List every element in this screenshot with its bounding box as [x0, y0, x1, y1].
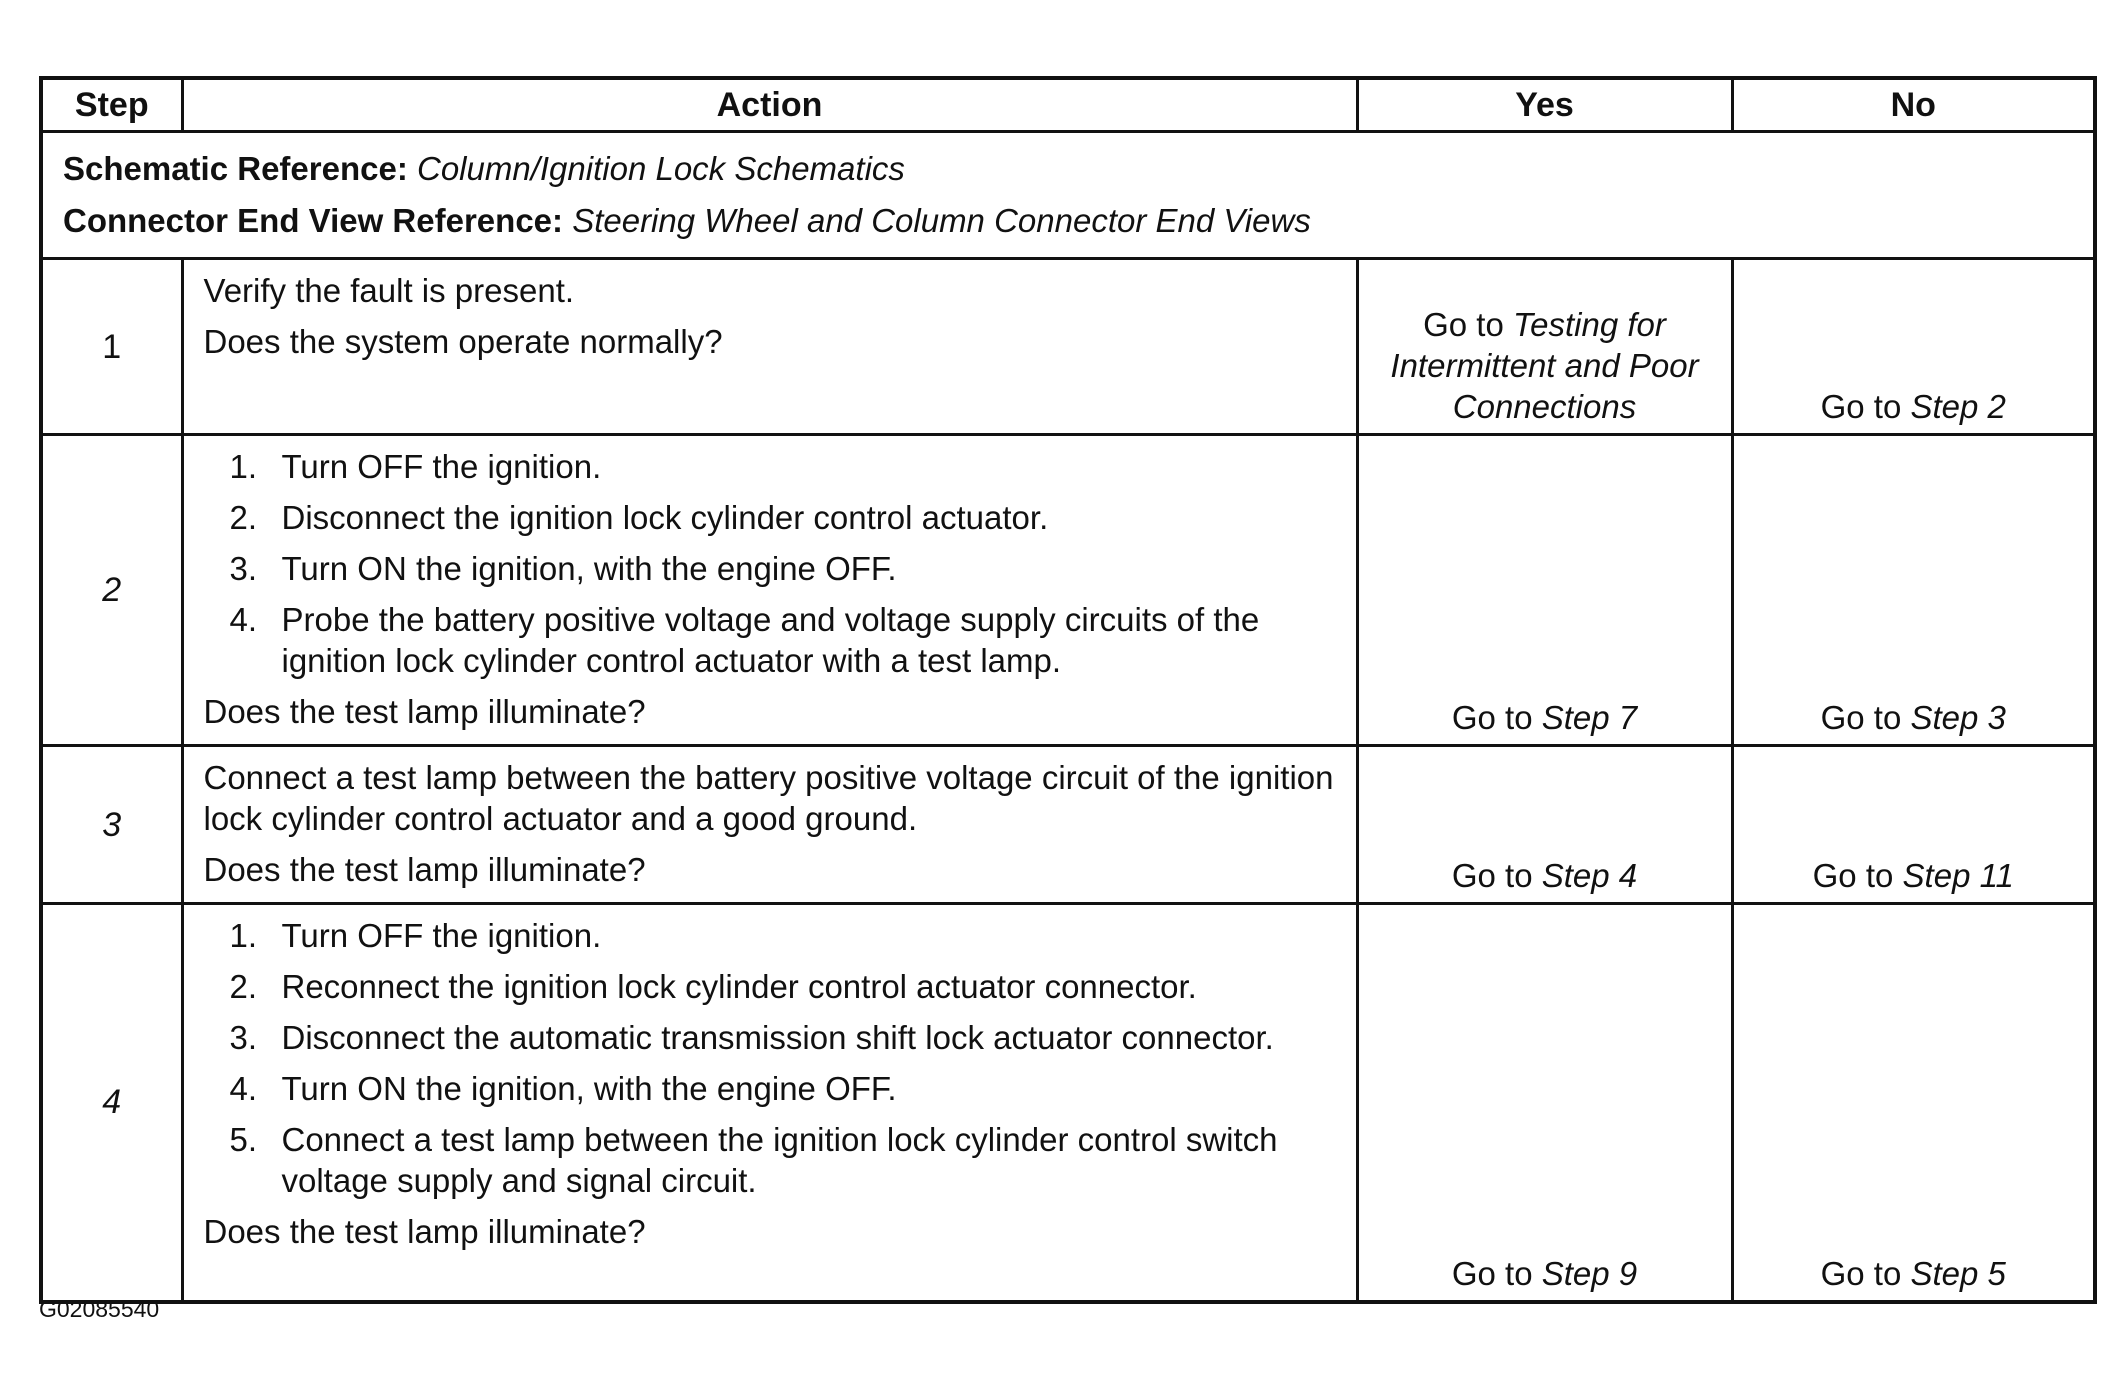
list-item-text: Connect a test lamp between the ignition lock cylinder control switch voltage supply and signal circuit.	[281, 1121, 1278, 1199]
list-item	[204, 446, 1344, 487]
action-question: Does the test lamp illuminate?	[203, 851, 646, 888]
action-question: Does the test lamp illuminate?	[203, 1213, 646, 1250]
table-row	[41, 904, 2095, 1302]
list-item-number: 1.	[229, 448, 258, 485]
list-item	[204, 915, 1344, 956]
header-action: Action	[182, 78, 1357, 132]
header-no: No	[1732, 78, 2095, 132]
list-item-text: Turn ON the ignition, with the engine OFF.	[281, 1070, 897, 1107]
schematic-reference-value: Column/Ignition Lock Schematics	[417, 150, 905, 187]
action-cell	[182, 746, 1357, 904]
step-cell	[41, 259, 182, 435]
list-item-text: Disconnect the ignition lock cylinder control actuator.	[281, 499, 1049, 536]
list-item-text: Reconnect the ignition lock cylinder control actuator connector.	[281, 968, 1197, 1005]
yes-cell	[1357, 904, 1732, 1302]
step-number: 3	[102, 805, 122, 844]
connector-reference-label: Connector End View Reference:	[63, 202, 564, 239]
list-item	[204, 497, 1344, 538]
header-yes: Yes	[1357, 78, 1732, 132]
yes-link[interactable]: Step 7	[1541, 699, 1638, 736]
reference-row	[41, 132, 2095, 259]
action-question: Does the test lamp illuminate?	[203, 693, 646, 730]
action-cell	[182, 904, 1357, 1302]
table-row	[41, 259, 2095, 435]
list-item-number: 5.	[229, 1121, 258, 1158]
schematic-reference	[63, 143, 2073, 195]
no-cell	[1732, 904, 2095, 1302]
step-number: 4	[102, 1083, 122, 1122]
list-item-text: Turn OFF the ignition.	[281, 448, 602, 485]
step-number: 1	[102, 327, 122, 366]
yes-cell	[1357, 435, 1732, 746]
yes-prefix: Go to	[1451, 857, 1542, 894]
no-cell	[1732, 259, 2095, 435]
list-item-text: Probe the battery positive voltage and voltage supply circuits of the ignition lock cylinder control actuator with a test lamp.	[281, 601, 1260, 679]
list-item-text: Disconnect the automatic transmission shift lock actuator connector.	[281, 1019, 1274, 1056]
yes-link[interactable]: Testing for Intermittent and Poor Connections	[1390, 306, 1699, 425]
yes-link[interactable]: Step 4	[1541, 857, 1638, 894]
list-item	[204, 1119, 1344, 1201]
yes-prefix: Go to	[1451, 699, 1542, 736]
yes-prefix: Go to	[1451, 1254, 1542, 1292]
yes-cell	[1357, 746, 1732, 904]
list-item-number: 3.	[229, 1019, 258, 1056]
action-intro: Verify the fault is present.	[203, 272, 575, 309]
list-item-number: 4.	[229, 1070, 258, 1107]
connector-reference	[63, 195, 2073, 247]
list-item-number: 2.	[229, 499, 258, 536]
no-link[interactable]: Step 3	[1910, 699, 2006, 736]
no-prefix: Go to	[1820, 699, 1911, 736]
table-row	[41, 435, 2095, 746]
list-item	[204, 1017, 1344, 1058]
action-question: Does the system operate normally?	[203, 323, 723, 360]
header-step: Step	[41, 78, 182, 132]
yes-link[interactable]: Step 9	[1541, 1254, 1638, 1292]
no-link[interactable]: Step 2	[1910, 388, 2006, 425]
no-cell	[1732, 435, 2095, 746]
no-cell	[1732, 746, 2095, 904]
figure-id: G02085540	[39, 1296, 160, 1322]
action-cell	[182, 435, 1357, 746]
diagnostic-table	[39, 76, 2097, 1304]
no-prefix: Go to	[1812, 857, 1903, 894]
yes-prefix: Go to	[1423, 306, 1513, 343]
schematic-reference-label: Schematic Reference:	[63, 150, 408, 187]
no-link[interactable]: Step 5	[1910, 1254, 2006, 1292]
no-prefix: Go to	[1820, 388, 1911, 425]
list-item-number: 3.	[229, 550, 258, 587]
list-item	[204, 1068, 1344, 1109]
list-item-text: Turn ON the ignition, with the engine OFF.	[281, 550, 897, 587]
table-row	[41, 746, 2095, 904]
list-item	[204, 548, 1344, 589]
no-link[interactable]: Step 11	[1902, 857, 2014, 894]
reference-cell	[41, 132, 2095, 259]
action-cell	[182, 259, 1357, 435]
list-item	[204, 966, 1344, 1007]
list-item-number: 4.	[229, 601, 258, 638]
step-cell	[41, 435, 182, 746]
step-number: 2	[102, 571, 122, 609]
list-item	[204, 599, 1344, 681]
list-item-number: 2.	[229, 968, 258, 1005]
list-item-number: 1.	[229, 917, 258, 954]
connector-reference-value: Steering Wheel and Column Connector End Views	[572, 202, 1311, 239]
yes-cell	[1357, 259, 1732, 435]
step-cell	[41, 904, 182, 1302]
step-cell	[41, 746, 182, 904]
no-prefix: Go to	[1820, 1254, 1911, 1292]
list-item-text: Turn OFF the ignition.	[281, 917, 602, 954]
header-row	[41, 78, 2095, 132]
action-intro: Connect a test lamp between the battery positive voltage circuit of the ignition lock cylinder control actuator and a good ground.	[203, 759, 1334, 837]
